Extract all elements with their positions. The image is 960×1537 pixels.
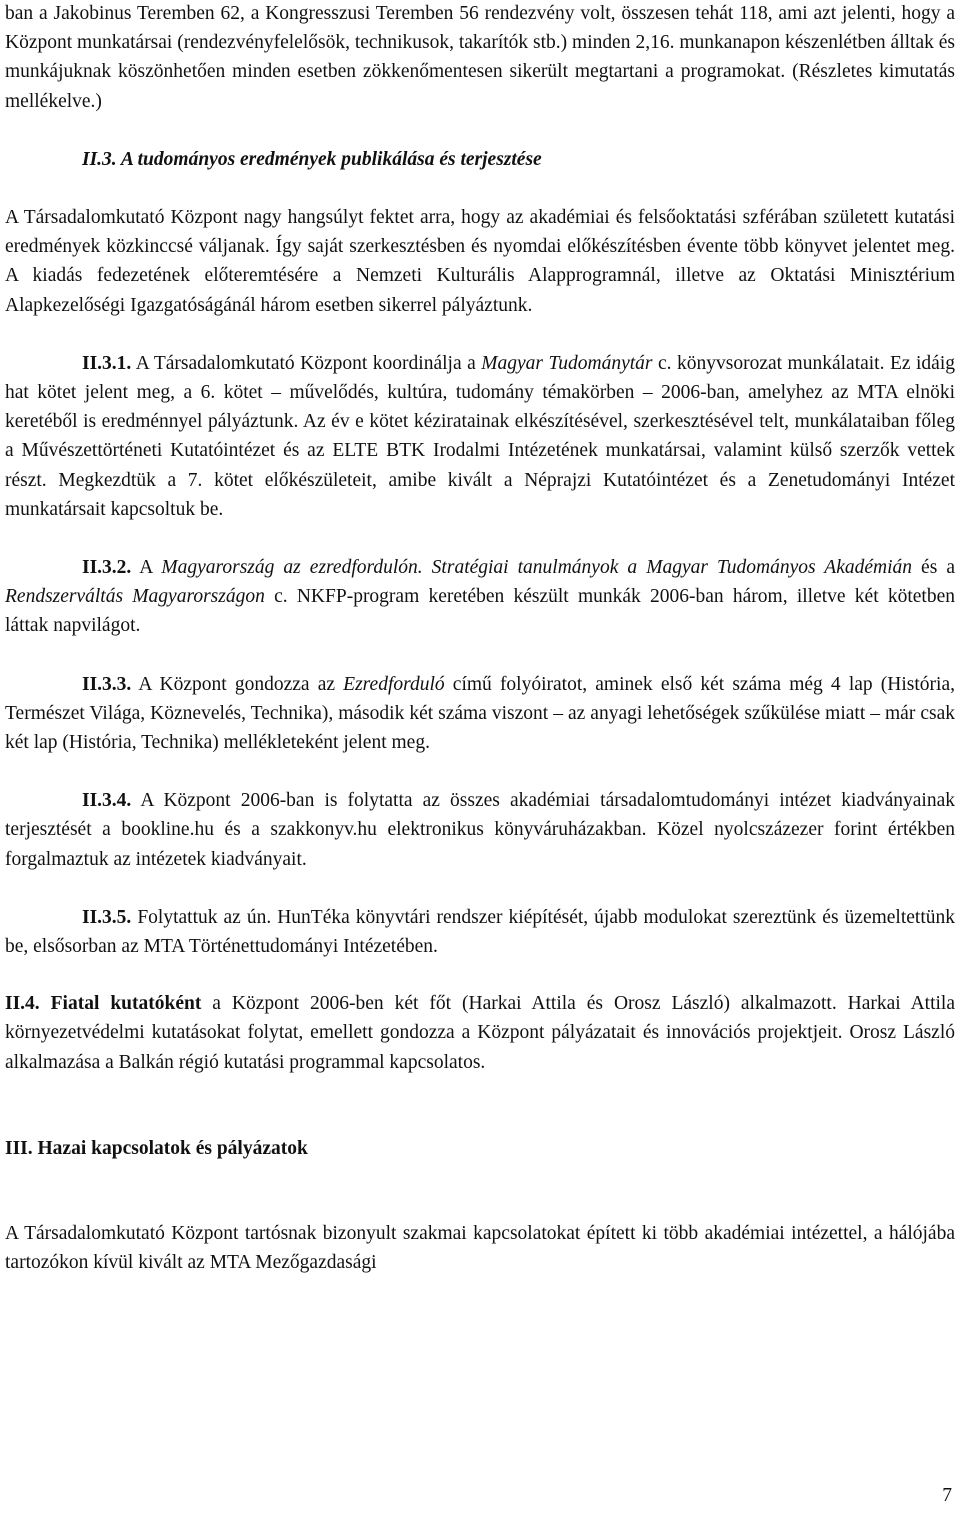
text-run: Folytattuk az ún. HunTéka könyvtári rendszer kiépítését, újabb modulokat szereztünk és üzemeltettünk be, elsősorban az MTA Történettudományi Intézetében.	[5, 906, 955, 958]
paragraph-events-summary: ban a Jakobinus Teremben 62, a Kongresszusi Teremben 56 rendezvény volt, összesen tehát 118, ami azt jelenti, hogy a Központ munkatársai (rendezvényfelelősök, technikusok, takarítók stb.) minden 2,16. munkanapon készenlétben álltak és munkájuknak köszönhetően minden esetben zökkenőmentesen sikerült megtartani a programokat. (Részletes kimutatás mellékelve.)	[5, 3, 955, 112]
text-run: A Központ 2006-ban is folytatta az összes akadémiai társadalomtudományi intézet kiadványainak terjesztését a bookline.hu és a szakkonyv.hu elektronikus könyváruházakban. Közel nyolcszázezer forint értékben forgalmaztuk az intézetek kiadványait.	[5, 790, 955, 870]
paragraph-ii31	[5, 349, 955, 524]
text-run: című folyóiratot, aminek első két száma még 4 lap (História, Természet Világa, Köznevelés, Technika), második két száma viszont – az anyagi lehetőségek szűkülése miatt – már csak két lap (História, Technika) mellékleteként jelent meg.	[5, 673, 955, 754]
section-number: II.4.	[5, 993, 40, 1015]
text-run: A Társadalomkutató Központ koordinálja a	[131, 352, 482, 374]
italic-title: Ezredforduló	[343, 673, 445, 695]
subsection-number: II.3.5.	[82, 906, 132, 928]
section-heading-ii3: II.3. A tudományos eredmények publikálása és terjesztése	[82, 148, 542, 170]
subsection-number: II.3.4.	[82, 790, 132, 812]
paragraph-ii34	[5, 786, 955, 874]
paragraph-ii4	[5, 989, 955, 1077]
italic-title: Magyar Tudománytár	[481, 352, 653, 374]
text-run: c. NKFP-program keretében készült munkák 2006-ban három, illetve két kötetben láttak napvilágot.	[5, 586, 955, 637]
text-run: c. könyvsorozat munkálatait. Ez idáig hat kötet jelent meg, a 6. kötet – művelődés, kultúra, tudomány témakörben – 2006-ban, amelyhez az MTA elnöki keretéből is eredménnyel pályáztunk. Az év e kötet kéziratainak elkészítésével, szerkesztésével telt, munkálataiban főleg a Művészettörténeti Kutatóintézet és az ELTE BTK Irodalmi Intézetének munkatársai, valamint külső szerzők vettek részt. Megkezdtük a 7. kötet előkészületeit, amibe kivált a Néprajzi Kutatóintézet és a Zenetudományi Intézet munkatársait kapcsoltuk be.	[5, 352, 956, 520]
text-run: A Központ gondozza az	[131, 673, 344, 695]
subsection-number: II.3.2.	[82, 557, 132, 579]
italic-title: Rendszerváltás Magyarországon	[5, 586, 265, 608]
text-run: és a	[912, 557, 955, 579]
paragraph-ii32	[5, 553, 955, 641]
paragraph-ii33	[5, 670, 955, 758]
document-page	[5, 0, 955, 1278]
italic-title: Magyarország az ezredfordulón. Stratégiai tanulmányok a Magyar Tudományos Akadémián	[161, 557, 912, 579]
text-run: a Központ 2006-ben két főt (Harkai Attila és Orosz László) alkalmazott. Harkai Attila környezetvédelmi kutatásokat folytat, emellett gondozza a Központ pályázatait és innovációs projektjeit. Orosz László alkalmazása a Balkán régió kutatási programmal kapcsolatos.	[5, 993, 956, 1073]
paragraph-domestic-relations: A Társadalomkutató Központ tartósnak bizonyult szakmai kapcsolatokat épített ki több akadémiai intézettel, a hálójába tartozókon kívül kivált az MTA Mezőgazdasági	[5, 1223, 955, 1274]
subsection-number: II.3.3.	[82, 673, 132, 695]
bold-term: Fiatal kutatóként	[50, 993, 202, 1015]
paragraph-publication-intro: A Társadalomkutató Központ nagy hangsúlyt fektet arra, hogy az akadémiai és felsőoktatási szférában született kutatási eredmények közkinccsé váljanak. Így saját szerkesztésben és nyomdai előkészítésben évente több könyvet jelentet meg. A kiadás fedezetének előteremtésére a Nemzeti Kulturális Alapprogramnál, illetve az Oktatási Minisztérium Alapkezelőségi Igazgatóságánál három esetben sikerrel pályáztunk.	[5, 207, 955, 316]
text-run: A	[131, 557, 162, 579]
section-heading-iii: III. Hazai kapcsolatok és pályázatok	[5, 1137, 308, 1159]
page-number: 7	[942, 1485, 952, 1506]
paragraph-ii35	[5, 903, 955, 961]
subsection-number: II.3.1.	[82, 352, 132, 374]
